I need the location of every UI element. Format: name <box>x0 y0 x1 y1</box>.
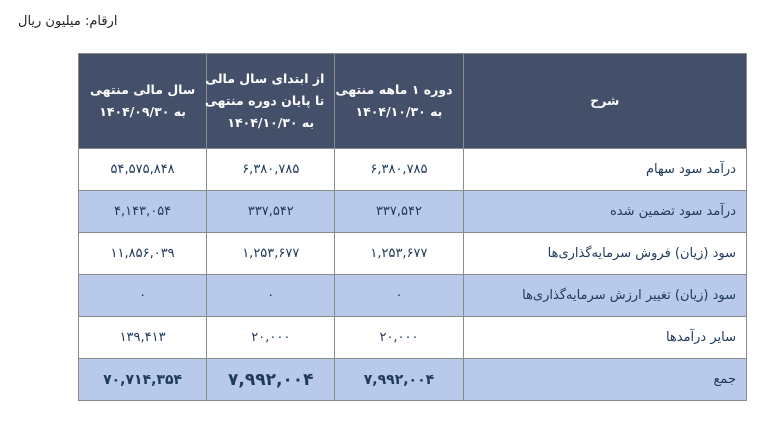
row-value-month: ۱,۲۵۳,۶۷۷ <box>335 233 463 275</box>
row-value-ytd: ۲۰,۰۰۰ <box>207 317 335 359</box>
total-value-ytd: ۷,۹۹۲,۰۰۴ <box>207 359 335 401</box>
table-row <box>79 233 747 275</box>
row-value-year: ۰ <box>79 275 207 317</box>
income-table <box>78 53 747 401</box>
row-value-ytd: ۶,۳۸۰,۷۸۵ <box>207 149 335 191</box>
table-row <box>79 191 747 233</box>
row-value-month: ۲۰,۰۰۰ <box>335 317 463 359</box>
header-period-month-line2: به ۱۴۰۴/۱۰/۳۰ <box>355 104 443 119</box>
header-period-ytd <box>204 54 335 149</box>
row-value-year: ۱۳۹,۴۱۳ <box>79 317 207 359</box>
table-row <box>79 149 747 191</box>
total-value-month: ۷,۹۹۲,۰۰۴ <box>335 359 463 401</box>
row-value-month: ۳۳۷,۵۴۲ <box>335 191 463 233</box>
row-desc: سود (زیان) تغییر ارزش سرمایه‌گذاری‌ها <box>463 275 746 317</box>
header-desc: شرح <box>463 54 746 149</box>
header-period-year <box>79 54 207 149</box>
row-desc: درآمد سود تضمین شده <box>463 191 746 233</box>
row-value-year: ۵۴,۵۷۵,۸۴۸ <box>79 149 207 191</box>
total-desc: جمع <box>463 359 746 401</box>
header-row <box>79 54 747 149</box>
total-value-year: ۷۰,۷۱۴,۳۵۴ <box>79 359 207 401</box>
header-period-month-line1: دوره ۱ ماهه منتهی <box>335 82 453 98</box>
table-row <box>79 317 747 359</box>
row-desc: سایر درآمدها <box>463 317 746 359</box>
row-value-year: ۴,۱۴۳,۰۵۴ <box>79 191 207 233</box>
header-period-ytd-line3: به ۱۴۰۴/۱۰/۳۰ <box>227 114 315 130</box>
row-value-month: ۶,۳۸۰,۷۸۵ <box>335 149 463 191</box>
header-period-month <box>335 54 463 149</box>
row-value-ytd: ۰ <box>207 275 335 317</box>
header-period-year-line1: سال مالی منتهی <box>90 82 196 98</box>
row-desc: سود (زیان) فروش سرمایه‌گذاری‌ها <box>463 233 746 275</box>
unit-note: ارقام: میلیون ریال <box>18 14 118 29</box>
total-row <box>79 359 747 401</box>
header-period-ytd-line1: از ابتدای سال مالی <box>205 71 325 87</box>
row-desc: درآمد سود سهام <box>463 149 746 191</box>
row-value-ytd: ۱,۲۵۳,۶۷۷ <box>207 233 335 275</box>
row-value-year: ۱۱,۸۵۶,۰۳۹ <box>79 233 207 275</box>
header-period-year-line2: به ۱۴۰۴/۰۹/۳۰ <box>99 104 186 119</box>
table-row <box>79 275 747 317</box>
header-period-ytd-line2: تا پایان دوره منتهی <box>204 93 325 109</box>
row-value-month: ۰ <box>335 275 463 317</box>
row-value-ytd: ۳۳۷,۵۴۲ <box>207 191 335 233</box>
